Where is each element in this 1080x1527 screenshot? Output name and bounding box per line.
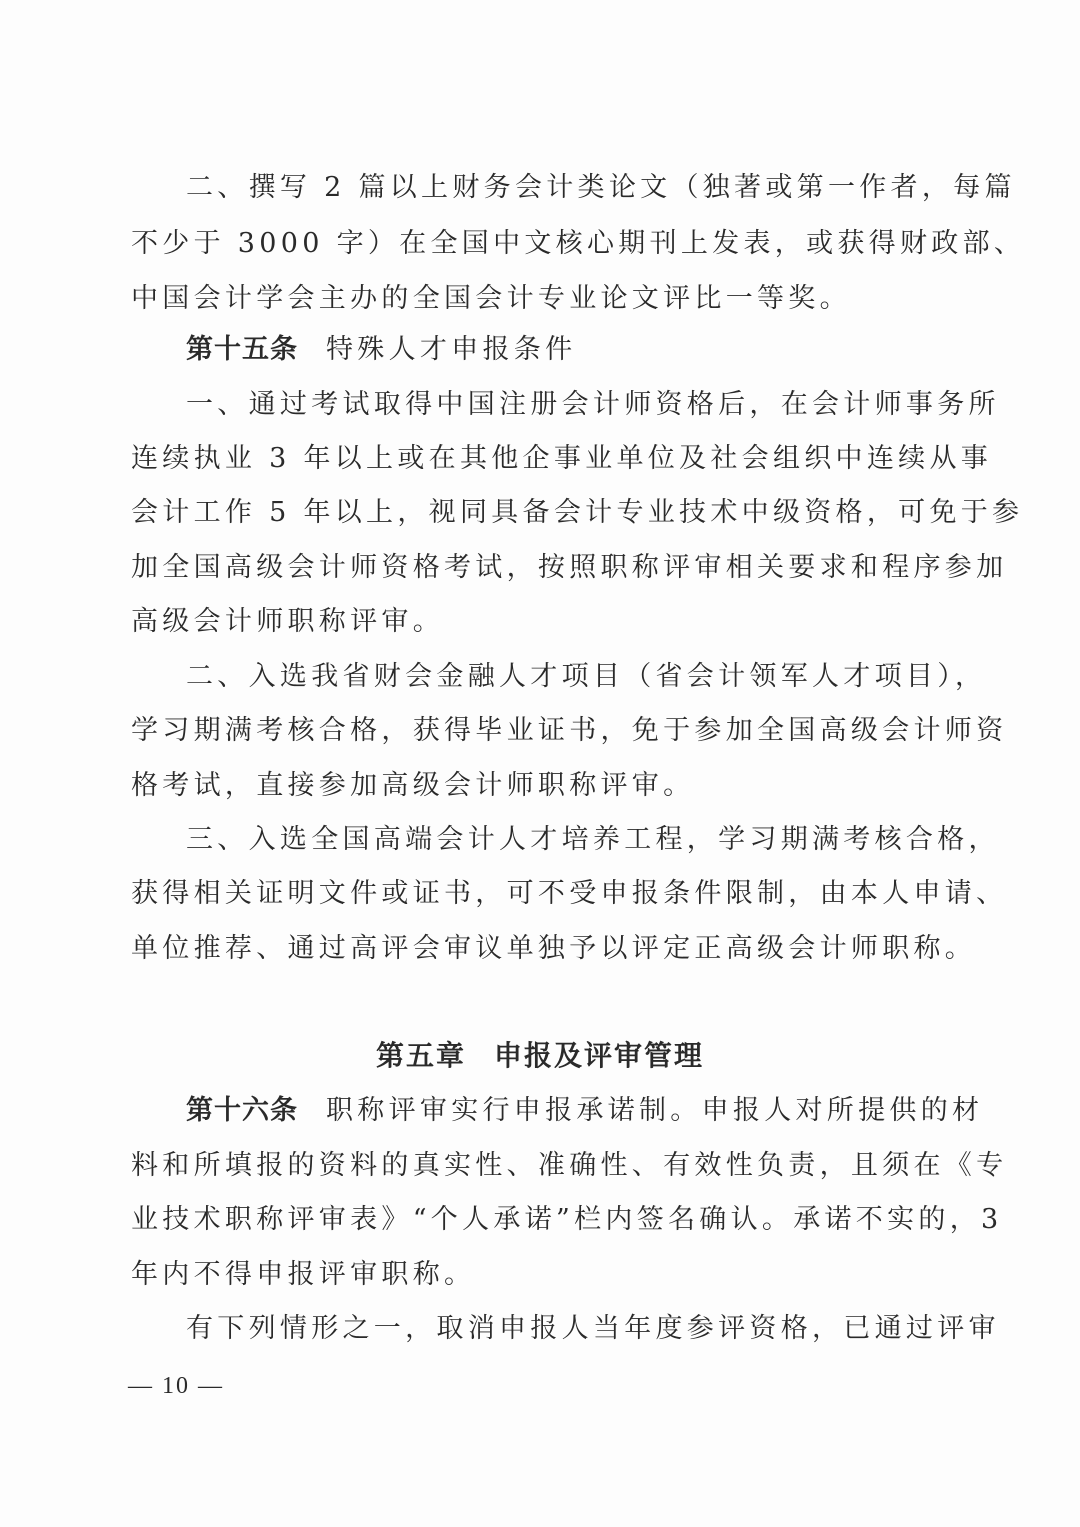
article-15-number: 第十五条 xyxy=(186,334,298,365)
chapter-number: 第五章 xyxy=(375,1039,466,1072)
paragraph-line: 获得相关证明文件或证书，可不受申报条件限制，由本人申请、 xyxy=(131,878,1008,909)
article-15-header xyxy=(186,332,996,368)
paragraph-line: 有下列情形之一，取消申报人当年度参评资格，已通过评审 xyxy=(186,1313,1000,1344)
paragraph-line: 中国会计学会主办的全国会计专业论文评比一等奖。 xyxy=(131,283,851,314)
paragraph-line: 单位推荐、通过高评会审议单独予以评定正高级会计师职称。 xyxy=(131,933,977,964)
page-number: — 10 — xyxy=(128,1373,224,1399)
paragraph-line: 业技术职称评审表》“个人承诺”栏内签名确认。承诺不实的，3 xyxy=(131,1204,1003,1235)
paragraph-line: 会计工作 5 年以上，视同具备会计专业技术中级资格，可免于参 xyxy=(131,497,1024,528)
paragraph-line: 年内不得申报评审职称。 xyxy=(131,1259,476,1290)
paragraph-line: 料和所填报的资料的真实性、准确性、有效性负责，且须在《专 xyxy=(131,1150,1008,1181)
paragraph-line: 二、撰写 2 篇以上财务会计类论文（独著或第一作者，每篇 xyxy=(186,172,1016,203)
paragraph-line: 二、入选我省财会金融人才项目（省会计领军人才项目）， xyxy=(186,661,987,692)
paragraph-line: 一、通过考试取得中国注册会计师资格后，在会计师事务所 xyxy=(186,389,1000,420)
paragraph-line: 三、入选全国高端会计人才培养工程，学习期满考核合格， xyxy=(186,824,1000,855)
article-16-header xyxy=(186,1093,996,1129)
article-15-title: 特殊人才申报条件 xyxy=(326,334,577,365)
paragraph-line: 职称评审实行申报承诺制。申报人对所提供的材 xyxy=(326,1095,984,1126)
paragraph-line: 高级会计师职称评审。 xyxy=(131,606,444,637)
paragraph-line: 格考试，直接参加高级会计师职称评审。 xyxy=(131,770,695,801)
chapter-title: 申报及评审管理 xyxy=(494,1039,705,1072)
chapter-heading xyxy=(0,1036,1080,1076)
article-16-number: 第十六条 xyxy=(186,1095,298,1126)
paragraph-line: 不少于 3000 字）在全国中文核心期刊上发表，或获得财政部、 xyxy=(131,228,1026,259)
paragraph-line: 连续执业 3 年以上或在其他企事业单位及社会组织中连续从事 xyxy=(131,443,993,474)
paragraph-line: 学习期满考核合格，获得毕业证书，免于参加全国高级会计师资 xyxy=(131,715,1008,746)
paragraph-line: 加全国高级会计师资格考试，按照职称评审相关要求和程序参加 xyxy=(131,552,1008,583)
